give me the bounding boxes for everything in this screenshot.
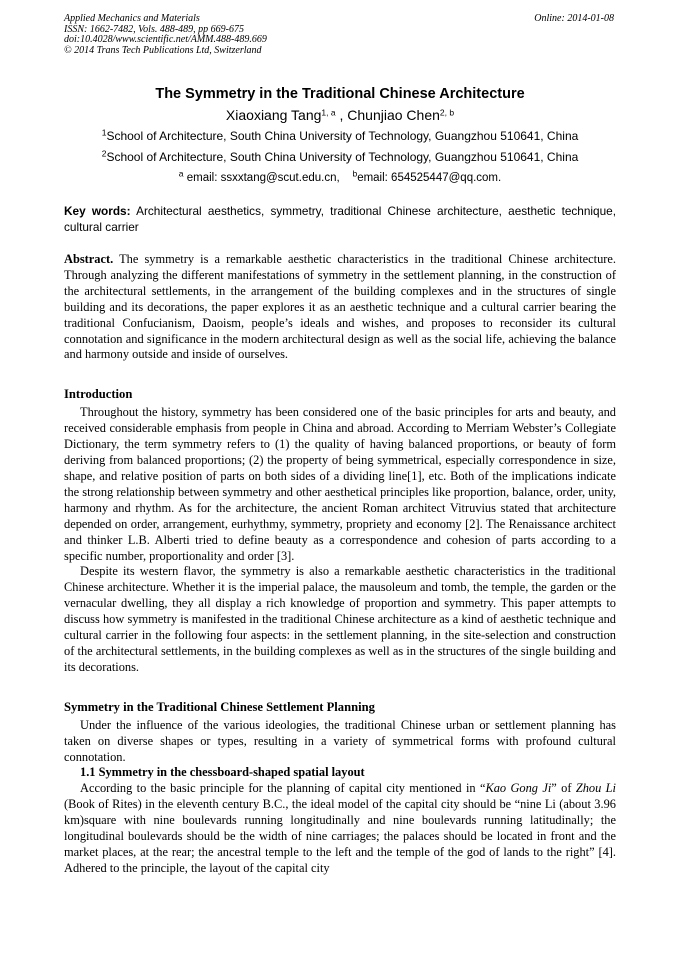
email-b[interactable]: email: 654525447@qq.com. <box>357 172 502 184</box>
para-2-part-b: ” of <box>551 781 576 796</box>
section-paragraph-1: Under the influence of the various ideologies, the traditional Chinese urban or settlement planning has taken on diverse shapes or types, resulting in a variety of symmetrical forms with profound cultural connotation. <box>64 717 616 764</box>
doi-line[interactable]: doi:10.4028/www.scientific.net/AMM.488-489.669 <box>64 34 267 45</box>
abstract-text: The symmetry is a remarkable aesthetic characteristics in the traditional Chinese architecture. Through analyzing the different manifestations of symmetry in the settlement planning, in the construction of the architectural settlements, in the arrangement of the building complexes and in the structures of single building and its decorations, the paper explores it as an aesthetic technique and a cultural carrier bearing the traditional Confucianism, Daoism, people’s ideals and wishes, and proposes to reconsider its cultural connotation and significance in the modern architectural design as well as the social life, achieving the balance and harmony outside and inside of ourselves. <box>64 252 616 362</box>
author-line <box>64 106 616 124</box>
introduction-heading: Introduction <box>64 387 133 402</box>
kao-gong-ji-title: Kao Gong Ji <box>485 781 552 796</box>
author-separator: , <box>335 107 348 123</box>
affiliation-1-text: School of Architecture, South China University of Technology, Guangzhou 510641, China <box>106 129 579 143</box>
affiliation-2-text: School of Architecture, South China University of Technology, Guangzhou 510641, China <box>106 150 579 164</box>
copyright-line: © 2014 Trans Tech Publications Ltd, Switzerland <box>64 44 262 56</box>
issn-line: ISSN: 1662-7482, Vols. 488-489, pp 669-675 <box>64 23 244 35</box>
email-b-sup: b <box>352 168 358 179</box>
author-2-sup: 2, b <box>439 107 455 118</box>
author-1: Xiaoxiang Tang <box>225 107 322 123</box>
online-date: Online: 2014-01-08 <box>534 13 614 24</box>
abstract-label: Abstract. <box>64 252 114 266</box>
journal-header <box>64 14 616 56</box>
affiliation-2-sup: 2 <box>101 148 107 159</box>
affiliation-2 <box>64 150 616 165</box>
author-2: Chunjiao Chen <box>347 107 440 123</box>
keywords-label: Key words: <box>64 204 131 218</box>
author-1-sup: 1, a <box>321 107 336 118</box>
keywords-text: Architectural aesthetics, symmetry, traditional Chinese architecture, aesthetic technique, cultural carrier <box>64 204 617 234</box>
section-heading-settlement-planning: Symmetry in the Traditional Chinese Settlement Planning <box>64 699 375 714</box>
abstract-block <box>64 252 616 363</box>
email-line <box>64 168 616 186</box>
paper-page <box>64 14 616 877</box>
section-paragraph-2 <box>64 781 616 876</box>
email-a[interactable]: email: ssxxtang@scut.edu.cn, <box>183 172 340 184</box>
subsection-heading-1-1: 1.1 Symmetry in the chessboard-shaped spatial layout <box>80 765 365 780</box>
affiliation-1 <box>64 129 616 144</box>
keywords-block <box>64 204 616 235</box>
paper-title: The Symmetry in the Traditional Chinese Architecture <box>155 86 525 102</box>
para-2-part-c: (Book of Rites) in the eleventh century B.C., the ideal model of the capital city should be “nine Li (about 3.96 km)square with nine boulevards running longitudinally and nine boulevards running latitudinally; the longitudinal boulevards should be the width of nine carriages; the palaces should be located in front and the market places, at the rear; the ancestral temple to the left and the temple of the god of lands to the right” [4]. Adhered to the principle, the layout of the capital city <box>64 797 616 875</box>
introduction-paragraph-2: Despite its western flavor, the symmetry is also a remarkable aesthetic characteristics in the traditional Chinese architecture. Whether it is the imperial palace, the mausoleum and tomb, the temple, the garden or the vernacular dwelling, they all display a rich knowledge of proportion and symmetry. This paper attempts to discuss how symmetry is manifested in the traditional Chinese architecture as a kind of aesthetic technique and cultural carrier in the following four aspects: in the settlement planning, in the site-selection and construction of the architectural settlements, in the building complexes as well as in the structures of the single building and its decorations. <box>64 564 616 674</box>
para-2-part-a: According to the basic principle for the planning of capital city mentioned in “ <box>80 781 486 796</box>
zhou-li-title: Zhou Li <box>575 781 616 796</box>
journal-name: Applied Mechanics and Materials <box>64 13 200 24</box>
affiliation-1-sup: 1 <box>101 127 107 138</box>
email-a-sup: a <box>178 168 184 179</box>
introduction-paragraph-1: Throughout the history, symmetry has been considered one of the basic principles for arts and beauty, and received considerable emphasis from people in China and abroad. According to Merriam Webster’s Collegiate Dictionary, the term symmetry refers to (1) the quality of having balanced proportions, or beauty of form deriving from balanced proportions; (2) the property of being symmetrical, especially correspondence in size, shape, and relative position of parts on both sides of a dividing line[1], etc. Both of the implications indicate the strong relationship between symmetry and other aesthetical principles like proportion, balance, order, unity, harmony and rhythm. As for the architecture, the ancient Roman architect Vitruvius stated that architecture depended on order, arrangement, eurhythmy, symmetry, propriety and economy [2]. The Renaissance architect and thinker L.B. Alberti tried to define beauty as a correspondence and cohesion of parts according to a specific number, proportionality and order [3]. <box>64 405 616 563</box>
